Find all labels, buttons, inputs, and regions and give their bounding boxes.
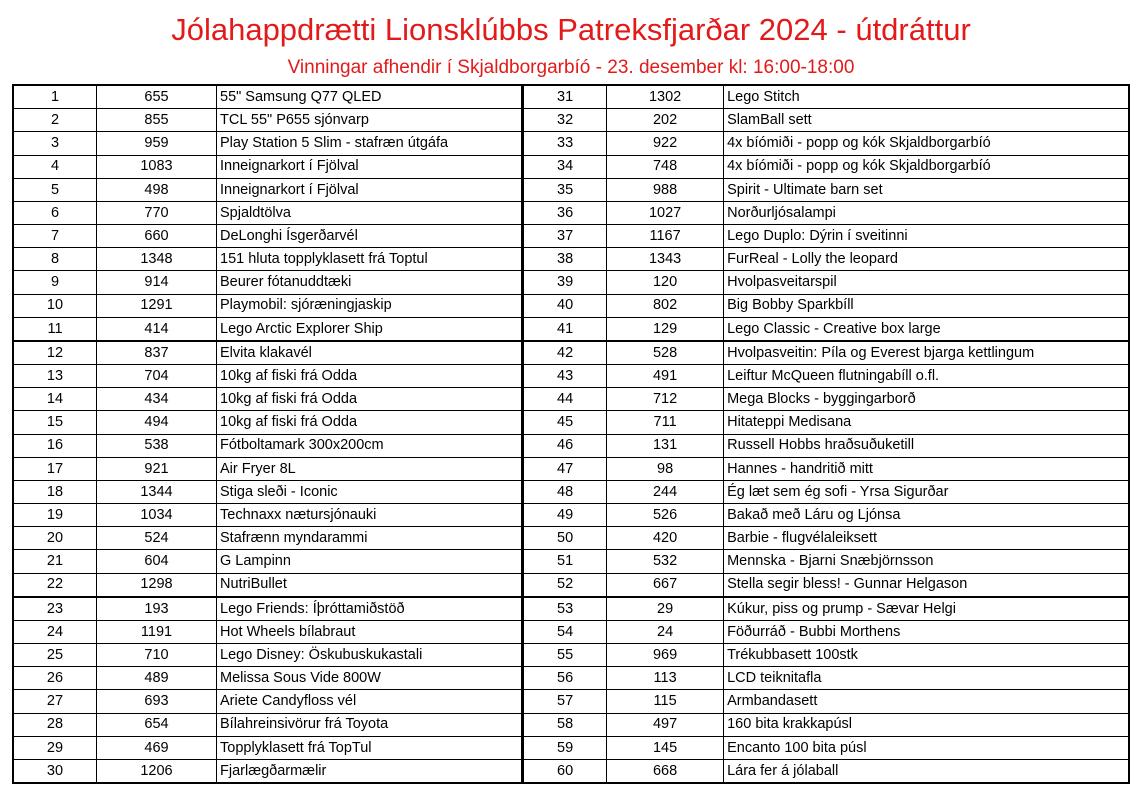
table-row: [524, 225, 1128, 248]
prize-description: Inneignarkort í Fjölval: [220, 181, 359, 198]
prize-number: 3: [14, 132, 97, 154]
ticket-number: 115: [607, 690, 724, 712]
ticket-number: 497: [607, 714, 724, 736]
table-row: [524, 156, 1128, 179]
prize-number: 15: [14, 411, 97, 433]
ticket-number: 524: [97, 527, 217, 549]
table-row: [524, 690, 1128, 713]
prize-description: Hvolpasveitarspil: [727, 274, 837, 291]
table-row: [14, 644, 521, 667]
table-row: [14, 248, 521, 271]
prize-table: [12, 84, 1130, 784]
prize-description: Bílahreinsivörur frá Toyota: [220, 716, 389, 733]
prize-description: Lára fer á jólaball: [727, 762, 839, 779]
ticket-number: 489: [97, 667, 217, 689]
prize-number: 16: [14, 435, 97, 457]
prize-number: 41: [524, 318, 607, 340]
prize-description: Encanto 100 bita púsl: [727, 739, 867, 756]
prize-number: 35: [524, 179, 607, 201]
prize-description: NutriBullet: [220, 576, 287, 593]
table-row: [524, 667, 1128, 690]
ticket-number: 604: [97, 550, 217, 572]
table-row: [14, 435, 521, 458]
prize-description: FurReal - Lolly the leopard: [727, 251, 898, 268]
prize-description: 10kg af fiski frá Odda: [220, 367, 358, 384]
prize-description: Hvolpasveitin: Píla og Everest bjarga kettlingum: [727, 344, 1035, 361]
prize-description: Mennska - Bjarni Snæbjörnsson: [727, 553, 934, 570]
ticket-number: 24: [607, 621, 724, 643]
table-row: [524, 365, 1128, 388]
table-row: [524, 86, 1128, 109]
table-row: [14, 86, 521, 109]
ticket-number: 988: [607, 179, 724, 201]
prize-number: 45: [524, 411, 607, 433]
prize-description: Spjaldtölva: [220, 204, 291, 221]
prize-number: 6: [14, 202, 97, 224]
prize-description: Beurer fótanuddtæki: [220, 274, 352, 291]
prize-description: Inneignarkort í Fjölval: [220, 158, 359, 175]
ticket-number: 1083: [97, 156, 217, 178]
table-row: [14, 202, 521, 225]
prize-description: Lego Arctic Explorer Ship: [220, 320, 383, 337]
prize-description: Mega Blocks - byggingarborð: [727, 391, 916, 408]
table-row: [524, 504, 1128, 527]
prize-description: Russell Hobbs hraðsuðuketill: [727, 437, 915, 454]
ticket-number: 1343: [607, 248, 724, 270]
ticket-number: 693: [97, 690, 217, 712]
prize-description: Barbie - flugvélaleiksett: [727, 530, 878, 547]
ticket-number: 1291: [97, 295, 217, 317]
ticket-number: 660: [97, 225, 217, 247]
table-row: [14, 318, 521, 342]
prize-number: 9: [14, 271, 97, 293]
prize-number: 44: [524, 388, 607, 410]
ticket-number: 1206: [97, 760, 217, 782]
ticket-number: 654: [97, 714, 217, 736]
prize-number: 57: [524, 690, 607, 712]
ticket-number: 532: [607, 550, 724, 572]
prize-number: 27: [14, 690, 97, 712]
ticket-number: 704: [97, 365, 217, 387]
prize-number: 51: [524, 550, 607, 572]
prize-description: 4x bíómiði - popp og kók Skjaldborgarbíó: [727, 135, 991, 152]
prize-number: 60: [524, 760, 607, 782]
prize-description: G Lampinn: [220, 553, 291, 570]
ticket-number: 434: [97, 388, 217, 410]
prize-number: 33: [524, 132, 607, 154]
ticket-number: 420: [607, 527, 724, 549]
table-row: [14, 598, 521, 621]
prize-description: Lego Classic - Creative box large: [727, 320, 941, 337]
table-row: [14, 295, 521, 318]
ticket-number: 1348: [97, 248, 217, 270]
prize-description: Air Fryer 8L: [220, 460, 296, 477]
table-row: [524, 202, 1128, 225]
prize-number: 26: [14, 667, 97, 689]
prize-number: 52: [524, 574, 607, 596]
ticket-number: 202: [607, 109, 724, 131]
prize-description: Melissa Sous Vide 800W: [220, 670, 381, 687]
ticket-number: 129: [607, 318, 724, 340]
prize-number: 59: [524, 737, 607, 759]
table-row: [14, 550, 521, 573]
ticket-number: 1191: [97, 621, 217, 643]
prize-number: 38: [524, 248, 607, 270]
prize-table-right: [524, 86, 1128, 782]
table-row: [14, 760, 521, 782]
table-row: [524, 295, 1128, 318]
table-row: [14, 527, 521, 550]
ticket-number: 145: [607, 737, 724, 759]
prize-number: 34: [524, 156, 607, 178]
ticket-number: 959: [97, 132, 217, 154]
table-row: [524, 737, 1128, 760]
page-subtitle: Vinningar afhendir í Skjaldborgarbíó - 23. desember kl: 16:00-18:00: [287, 57, 855, 78]
table-row: [14, 667, 521, 690]
prize-number: 30: [14, 760, 97, 782]
ticket-number: 98: [607, 458, 724, 480]
prize-description: 10kg af fiski frá Odda: [220, 414, 358, 431]
prize-description: Föðurráð - Bubbi Morthens: [727, 623, 901, 640]
prize-number: 39: [524, 271, 607, 293]
prize-description: Fótboltamark 300x200cm: [220, 437, 384, 454]
table-row: [524, 132, 1128, 155]
prize-description: Bakað með Láru og Ljónsa: [727, 506, 901, 523]
ticket-number: 1167: [607, 225, 724, 247]
ticket-number: 748: [607, 156, 724, 178]
prize-description: Hannes - handritið mitt: [727, 460, 873, 477]
prize-number: 47: [524, 458, 607, 480]
ticket-number: 914: [97, 271, 217, 293]
prize-number: 22: [14, 574, 97, 596]
ticket-number: 193: [97, 598, 217, 620]
ticket-number: 244: [607, 481, 724, 503]
table-row: [14, 621, 521, 644]
table-row: [14, 156, 521, 179]
prize-number: 8: [14, 248, 97, 270]
table-row: [14, 225, 521, 248]
prize-description: Stella segir bless! - Gunnar Helgason: [727, 576, 968, 593]
prize-number: 56: [524, 667, 607, 689]
prize-number: 48: [524, 481, 607, 503]
prize-number: 37: [524, 225, 607, 247]
ticket-number: 770: [97, 202, 217, 224]
ticket-number: 538: [97, 435, 217, 457]
prize-description: 55" Samsung Q77 QLED: [220, 88, 382, 105]
prize-number: 12: [14, 342, 97, 364]
prize-number: 19: [14, 504, 97, 526]
table-row: [14, 411, 521, 434]
table-row: [524, 342, 1128, 365]
prize-description: LCD teiknitafla: [727, 670, 822, 687]
prize-description: Play Station 5 Slim - stafræn útgáfa: [220, 135, 449, 152]
ticket-number: 921: [97, 458, 217, 480]
table-row: [14, 388, 521, 411]
table-row: [524, 109, 1128, 132]
ticket-number: 131: [607, 435, 724, 457]
prize-number: 43: [524, 365, 607, 387]
prize-number: 55: [524, 644, 607, 666]
ticket-number: 710: [97, 644, 217, 666]
prize-table-left: [14, 86, 524, 782]
prize-number: 31: [524, 86, 607, 108]
prize-number: 4: [14, 156, 97, 178]
ticket-number: 1027: [607, 202, 724, 224]
table-row: [524, 760, 1128, 782]
table-row: [524, 714, 1128, 737]
table-row: [14, 271, 521, 294]
prize-number: 36: [524, 202, 607, 224]
prize-number: 53: [524, 598, 607, 620]
prize-number: 2: [14, 109, 97, 131]
table-row: [524, 598, 1128, 621]
prize-number: 10: [14, 295, 97, 317]
ticket-number: 469: [97, 737, 217, 759]
ticket-number: 837: [97, 342, 217, 364]
ticket-number: 120: [607, 271, 724, 293]
table-row: [14, 481, 521, 504]
ticket-number: 1034: [97, 504, 217, 526]
prize-description: Hot Wheels bílabraut: [220, 623, 356, 640]
ticket-number: 922: [607, 132, 724, 154]
ticket-number: 526: [607, 504, 724, 526]
prize-number: 42: [524, 342, 607, 364]
prize-description: Kúkur, piss og prump - Sævar Helgi: [727, 600, 956, 617]
prize-description: Leiftur McQueen flutningabíll o.fl.: [727, 367, 940, 384]
table-row: [14, 690, 521, 713]
table-row: [524, 550, 1128, 573]
ticket-number: 498: [97, 179, 217, 201]
ticket-number: 113: [607, 667, 724, 689]
table-row: [14, 714, 521, 737]
ticket-number: 1298: [97, 574, 217, 596]
table-row: [14, 365, 521, 388]
table-row: [524, 411, 1128, 434]
prize-description: Norðurljósalampi: [727, 204, 836, 221]
prize-description: Playmobil: sjóræningjaskip: [220, 297, 392, 314]
table-row: [524, 248, 1128, 271]
ticket-number: 528: [607, 342, 724, 364]
table-row: [14, 132, 521, 155]
prize-number: 23: [14, 598, 97, 620]
prize-description: TCL 55" P655 sjónvarp: [220, 112, 369, 128]
prize-number: 1: [14, 86, 97, 108]
prize-number: 49: [524, 504, 607, 526]
prize-number: 40: [524, 295, 607, 317]
prize-number: 5: [14, 179, 97, 201]
prize-description: Topplyklasett frá TopTul: [220, 739, 372, 756]
ticket-number: 668: [607, 760, 724, 782]
table-row: [524, 388, 1128, 411]
prize-description: Lego Disney: Öskubuskukastali: [220, 646, 423, 663]
prize-description: SlamBall sett: [727, 112, 812, 128]
prize-number: 13: [14, 365, 97, 387]
prize-description: 4x bíómiði - popp og kók Skjaldborgarbíó: [727, 158, 991, 175]
prize-number: 21: [14, 550, 97, 572]
table-row: [14, 342, 521, 365]
ticket-number: 655: [97, 86, 217, 108]
prize-number: 25: [14, 644, 97, 666]
prize-description: Lego Duplo: Dýrin í sveitinni: [727, 227, 908, 244]
table-row: [14, 458, 521, 481]
table-row: [524, 179, 1128, 202]
prize-description: Trékubbasett 100stk: [727, 646, 858, 663]
table-row: [524, 318, 1128, 342]
prize-number: 32: [524, 109, 607, 131]
prize-description: DeLonghi Ísgerðarvél: [220, 227, 358, 244]
prize-description: Stiga sleði - Iconic: [220, 483, 338, 500]
prize-number: 24: [14, 621, 97, 643]
table-row: [524, 481, 1128, 504]
prize-number: 58: [524, 714, 607, 736]
table-row: [14, 179, 521, 202]
table-row: [524, 458, 1128, 481]
ticket-number: 491: [607, 365, 724, 387]
ticket-number: 711: [607, 411, 724, 433]
ticket-number: 494: [97, 411, 217, 433]
table-row: [524, 644, 1128, 667]
prize-number: 17: [14, 458, 97, 480]
ticket-number: 712: [607, 388, 724, 410]
prize-description: Fjarlægðarmælir: [220, 762, 327, 779]
ticket-number: 802: [607, 295, 724, 317]
prize-number: 28: [14, 714, 97, 736]
prize-description: Lego Friends: Íþróttamiðstöð: [220, 600, 405, 617]
ticket-number: 29: [607, 598, 724, 620]
table-row: [14, 737, 521, 760]
ticket-number: 1302: [607, 86, 724, 108]
prize-description: Lego Stitch: [727, 88, 800, 105]
table-row: [14, 504, 521, 527]
prize-number: 7: [14, 225, 97, 247]
prize-description: 10kg af fiski frá Odda: [220, 391, 358, 408]
prize-number: 18: [14, 481, 97, 503]
prize-description: Spirit - Ultimate barn set: [727, 181, 883, 198]
ticket-number: 414: [97, 318, 217, 340]
prize-number: 50: [524, 527, 607, 549]
table-row: [14, 574, 521, 598]
prize-number: 46: [524, 435, 607, 457]
prize-description: 160 bita krakkapúsl: [727, 716, 853, 733]
prize-description: Hitateppi Medisana: [727, 414, 852, 431]
prize-description: Big Bobby Sparkbíll: [727, 297, 854, 314]
prize-number: 20: [14, 527, 97, 549]
ticket-number: 1344: [97, 481, 217, 503]
prize-description: Armbandasett: [727, 693, 818, 710]
table-row: [524, 271, 1128, 294]
prize-description: 151 hluta topplyklasett frá Toptul: [220, 251, 428, 268]
page-title: Jólahappdrætti Lionsklúbbs Patreksfjarðar 2024 - útdráttur: [171, 12, 971, 47]
ticket-number: 855: [97, 109, 217, 131]
prize-description: Ariete Candyfloss vél: [220, 693, 357, 710]
table-row: [524, 574, 1128, 598]
prize-number: 29: [14, 737, 97, 759]
ticket-number: 667: [607, 574, 724, 596]
table-row: [14, 109, 521, 132]
prize-number: 54: [524, 621, 607, 643]
prize-description: Elvita klakavél: [220, 344, 312, 361]
table-row: [524, 621, 1128, 644]
table-row: [524, 527, 1128, 550]
ticket-number: 969: [607, 644, 724, 666]
table-row: [524, 435, 1128, 458]
prize-number: 11: [14, 318, 97, 340]
prize-number: 14: [14, 388, 97, 410]
prize-description: Stafrænn myndarammi: [220, 530, 368, 547]
prize-description: Technaxx nætursjónauki: [220, 506, 377, 523]
prize-description: Ég læt sem ég sofi - Yrsa Sigurðar: [727, 483, 949, 500]
